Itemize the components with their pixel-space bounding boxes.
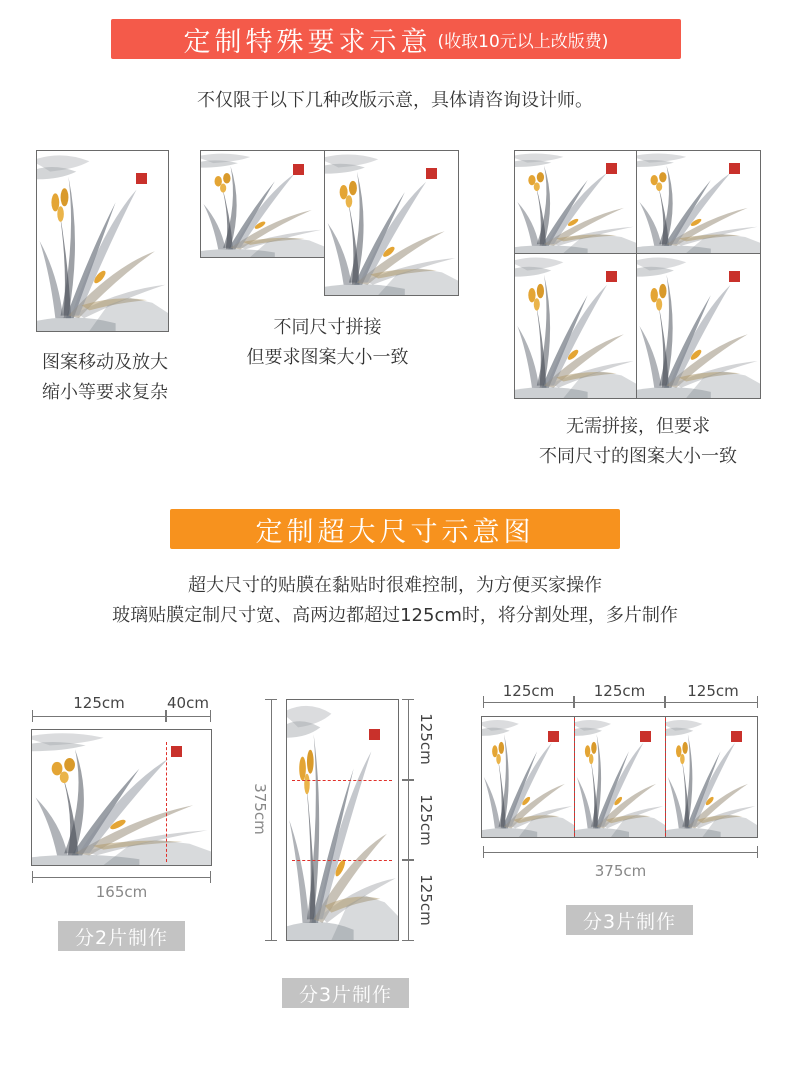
seal-stamp (171, 746, 182, 757)
ink-reed-illustration (575, 717, 665, 837)
caption-middle-line2: 但要求图案大小一致 (246, 347, 409, 368)
section2-banner (170, 509, 620, 549)
caption-right (508, 412, 768, 472)
ex3-artwork-panel-3 (665, 716, 758, 838)
ex2-cut-line-1 (292, 780, 392, 781)
artwork-panel-large (324, 150, 459, 296)
caption-middle-line1: 不同尺寸拼接 (273, 317, 382, 338)
section1-banner (111, 19, 681, 59)
ex2-cut-line-2 (292, 860, 392, 861)
section1-title: 定制特殊要求示意 (183, 26, 432, 58)
ex3-cut-line-1 (574, 718, 575, 836)
ex2-total-label: 375cm (251, 783, 269, 835)
ex2-tag: 分3片制作 (282, 978, 409, 1008)
ex3-total-label: 375cm (594, 862, 647, 880)
caption-right-line2: 不同尺寸的图案大小一致 (539, 446, 737, 467)
ink-reed-illustration (637, 254, 760, 398)
ex3-total-line (483, 846, 758, 858)
ink-reed-illustration (482, 717, 574, 837)
ink-reed-illustration (201, 151, 324, 257)
seal-stamp (426, 168, 437, 179)
section2-title: 定制超大尺寸示意图 (255, 516, 535, 548)
ex3-cut-line-2 (665, 718, 666, 836)
ex2-part2-label: 125cm (417, 794, 435, 846)
ink-reed-illustration (287, 700, 398, 940)
ex3-part1-line (483, 696, 574, 708)
ink-reed-illustration (515, 151, 636, 253)
seal-stamp (548, 731, 559, 742)
ex3-part2-label: 125cm (593, 682, 646, 700)
seal-stamp (731, 731, 742, 742)
section2-desc-line1: 超大尺寸的贴膜在黏贴时很难控制，为方便买家操作 (188, 575, 602, 596)
seal-stamp (136, 173, 147, 184)
ex1-dim-b-label: 40cm (167, 694, 209, 712)
ex1-artwork-panel (31, 729, 212, 866)
ex3-part3-line (665, 696, 758, 708)
ink-reed-illustration (666, 717, 757, 837)
seal-stamp (293, 164, 304, 175)
ex3-tag: 分3片制作 (566, 905, 693, 935)
artwork-panel-small (200, 150, 325, 258)
seal-stamp (640, 731, 651, 742)
ex3-part1-label: 125cm (502, 682, 555, 700)
ex2-part2-line (402, 780, 414, 860)
seal-stamp (606, 163, 617, 174)
artwork-panel-single (36, 150, 169, 332)
seal-stamp (606, 271, 617, 282)
ex3-artwork-panel-2 (574, 716, 666, 838)
ex1-tag: 分2片制作 (58, 921, 185, 951)
section1-subtitle: 不仅限于以下几种改版示意，具体请咨询设计师。 (197, 90, 593, 111)
artwork-panel-grid-2 (636, 150, 761, 254)
ex1-cut-line (166, 742, 167, 862)
ex3-part2-line (574, 696, 665, 708)
ink-reed-illustration (325, 151, 458, 295)
ink-reed-illustration (637, 151, 760, 253)
ex2-part3-line (402, 860, 414, 941)
section2-desc-line2: 玻璃贴膜定制尺寸宽、高两边都超过125cm时，将分割处理，多片制作 (112, 605, 678, 626)
seal-stamp (369, 729, 380, 740)
seal-stamp (729, 163, 740, 174)
ex1-dim-a-line (32, 710, 166, 722)
ex1-dim-a-label: 125cm (73, 694, 125, 712)
ex3-artwork-panel-1 (481, 716, 575, 838)
caption-left-line2: 缩小等要求复杂 (42, 382, 168, 403)
ex3-part3-label: 125cm (687, 682, 739, 700)
seal-stamp (729, 271, 740, 282)
caption-left (20, 348, 190, 408)
caption-middle (215, 313, 440, 373)
ex2-part3-label: 125cm (417, 874, 435, 926)
artwork-panel-grid-1 (514, 150, 637, 254)
ex2-part1-label: 125cm (417, 713, 435, 765)
caption-right-line1: 无需拼接，但要求 (566, 416, 710, 437)
ex1-total-line (32, 871, 211, 883)
ink-reed-illustration (515, 254, 636, 398)
artwork-panel-grid-3 (514, 253, 637, 399)
artwork-panel-grid-4 (636, 253, 761, 399)
caption-left-line1: 图案移动及放大 (42, 352, 168, 373)
ex1-total-label: 165cm (95, 883, 148, 901)
ex1-dim-b-line (166, 710, 211, 722)
section1-title-note: (收取10元以上改版费) (437, 31, 609, 52)
ink-reed-illustration (37, 151, 168, 331)
ink-reed-illustration (32, 730, 211, 865)
ex2-part1-line (402, 699, 414, 780)
ex2-artwork-panel (286, 699, 399, 941)
